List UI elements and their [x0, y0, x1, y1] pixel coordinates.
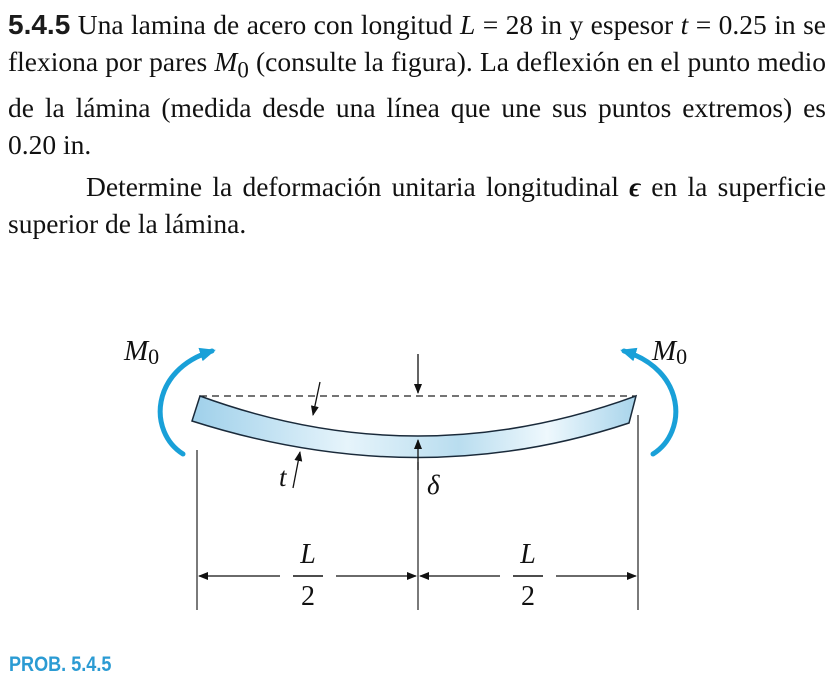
thickness-label: t [279, 462, 287, 492]
length-variable: L [459, 9, 476, 40]
thickness-value: = 0.25 in se flexiona por pares [8, 9, 826, 77]
problem-number: 5.4.5 [8, 9, 71, 40]
thickness-arrow-top [313, 382, 320, 415]
half-length-right-numerator: L [520, 539, 536, 570]
half-length-right-denominator: 2 [521, 581, 535, 612]
strain-symbol: ϵ [629, 171, 641, 202]
thickness-variable: t [680, 9, 689, 40]
bent-plate [192, 396, 636, 458]
moment-label-left: M0 [124, 335, 160, 369]
moment-subscript: 0 [237, 57, 249, 83]
moment-label-right: M0 [652, 335, 688, 369]
question-text-2: en la superficie superior de la lámina. [8, 171, 827, 239]
deflection-label: δ [427, 470, 440, 500]
statement-text-1: Una lamina de acero con longitud [77, 9, 453, 40]
moment-variable: M [214, 46, 238, 77]
problem-caption: PROB. 5.4.5 [9, 653, 112, 676]
half-length-left-denominator: 2 [301, 581, 315, 612]
moment-label-left-sub: 0 [148, 344, 160, 369]
moment-label-right-sub: 0 [676, 344, 688, 369]
thickness-arrow-bottom [293, 452, 300, 488]
half-length-left-numerator: L [300, 539, 316, 570]
length-value: = 28 in y espesor [482, 9, 674, 40]
statement-text-2: (consulte la figura). La deflexión en el punto medio de la lámina (medida desde una línea que une sus puntos extremos) es 0.20 in. [8, 46, 827, 160]
question-text-1: Determine la deformación unitaria longitudinal [86, 171, 619, 202]
